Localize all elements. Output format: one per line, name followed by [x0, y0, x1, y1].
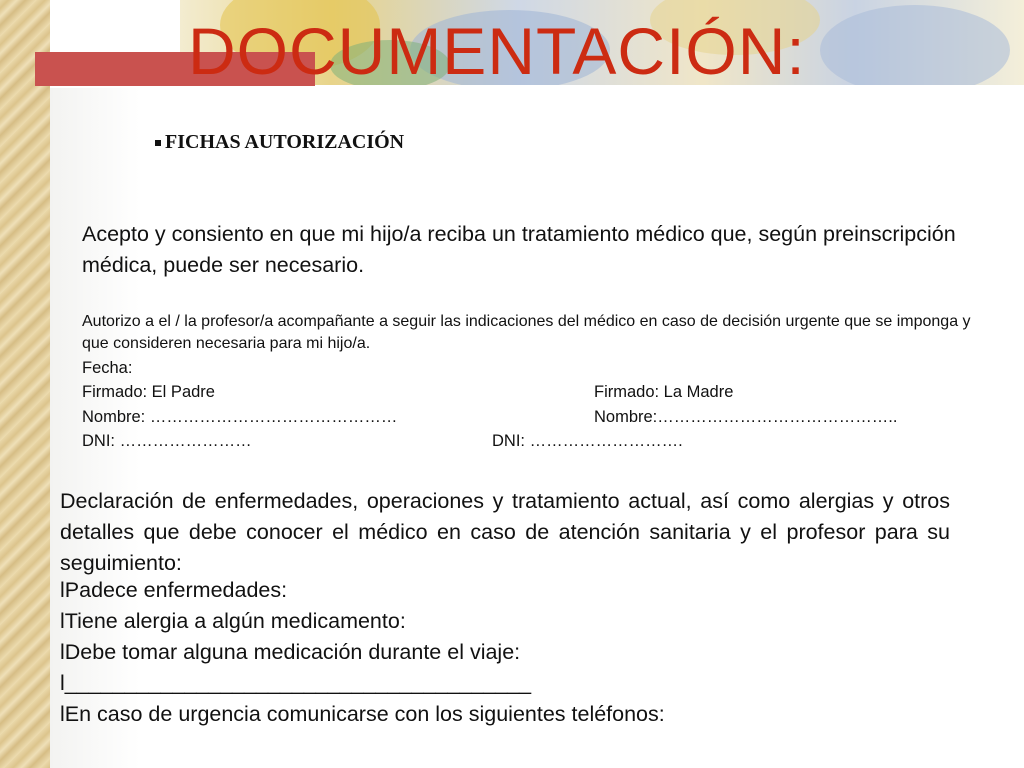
list-item: lEn caso de urgencia comunicarse con los siguientes teléfonos: [60, 702, 665, 726]
bullet-icon [155, 140, 161, 146]
list-item: l_______________________________________ [60, 671, 532, 695]
declaration-paragraph: Declaración de enfermedades, operaciones y tratamiento actual, así como alergias y otros detalles que debe conocer el médico en caso de atención sanitaria y el profesor para su seguimiento: [60, 489, 950, 575]
mother-signature: Firmado: La Madre [594, 383, 734, 401]
consent-paragraph: Acepto y consiento en que mi hijo/a reciba un tratamiento médico que, según preinscripción médica, puede ser necesario. [82, 222, 956, 277]
father-signature: Firmado: El Padre [82, 383, 215, 401]
father-dni-field: DNI: …………………… [82, 432, 252, 450]
decorative-panel [50, 88, 140, 768]
list-item: lDebe tomar alguna medicación durante el viaje: [60, 640, 521, 664]
mother-dni-field: DNI: ………………………. [492, 432, 683, 450]
list-item: lTiene alergia a algún medicamento: [60, 609, 406, 633]
decorative-sidebar [0, 0, 50, 768]
page-title: DOCUMENTACIÓN: [188, 14, 806, 88]
section-heading-text: FICHAS AUTORIZACIÓN [165, 131, 405, 153]
section-heading [155, 131, 404, 154]
authorization-paragraph: Autorizo a el / la profesor/a acompañante a seguir las indicaciones del médico en caso de decisión urgente que se imponga y que consideren necesaria para mi hijo/a. [82, 313, 971, 352]
list-item: lPadece enfermedades: [60, 578, 288, 602]
mother-name-field: Nombre:…………………………………….. [594, 408, 898, 426]
father-name-field: Nombre: ……………………………………… [82, 408, 398, 426]
date-field: Fecha: [82, 359, 133, 377]
